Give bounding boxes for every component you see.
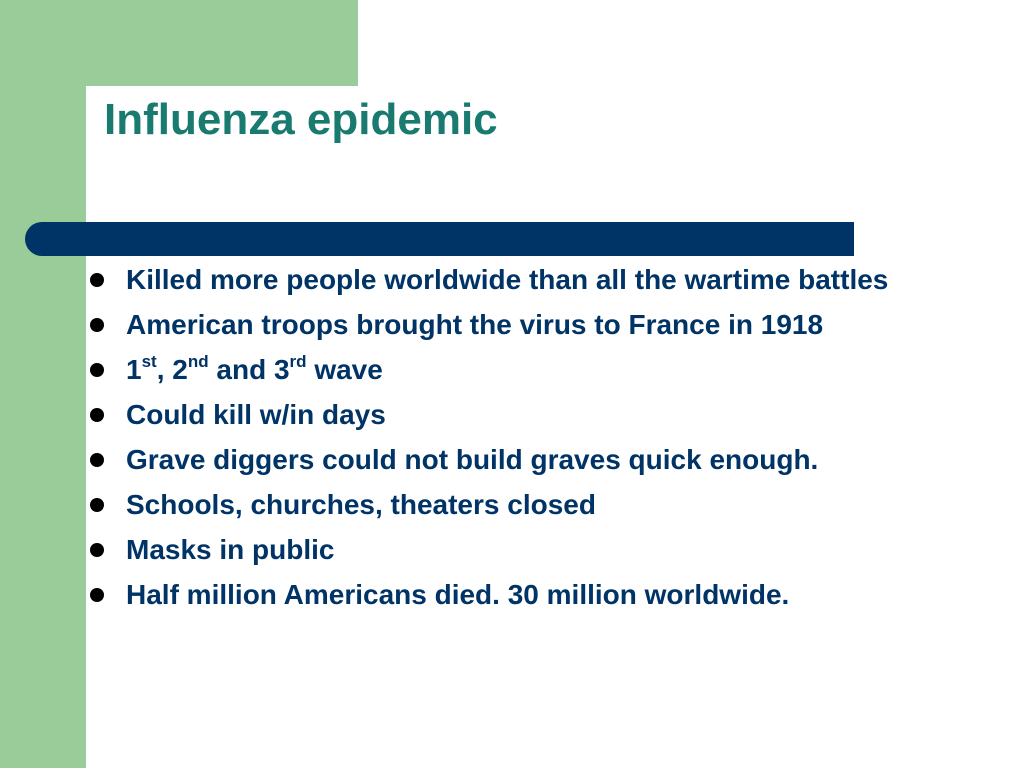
title-divider-bar — [25, 222, 854, 256]
bullet-text — [126, 307, 976, 343]
bullet-item — [86, 397, 976, 433]
bullet-item — [86, 307, 976, 343]
bullet-dot-icon — [90, 588, 104, 602]
bullet-dot-icon — [90, 543, 104, 557]
bullet-text-fragment: and 3 — [208, 354, 290, 385]
bullet-text — [126, 262, 976, 298]
green-top-band — [0, 0, 358, 86]
bullet-text-fragment: Could kill w/in days — [126, 399, 386, 430]
green-sidebar — [0, 0, 86, 768]
bullet-dot-icon — [90, 318, 104, 332]
bullet-text — [126, 352, 976, 388]
bullet-text-fragment: Masks in public — [126, 534, 335, 565]
bullet-text — [126, 532, 976, 568]
bullet-item — [86, 352, 976, 388]
bullet-item — [86, 442, 976, 478]
ordinal-suffix: nd — [187, 351, 209, 371]
bullet-dot-icon — [90, 498, 104, 512]
bullet-text-fragment: Killed more people worldwide than all the wartime battles — [126, 264, 889, 295]
bullet-dot-icon — [90, 408, 104, 422]
bullet-item — [86, 532, 976, 568]
ordinal-suffix: st — [141, 351, 157, 371]
bullet-text-fragment: wave — [306, 354, 383, 385]
bullet-item — [86, 487, 976, 523]
bullet-text-fragment: Half million Americans died. 30 million worldwide. — [126, 579, 790, 610]
bullet-item — [86, 577, 976, 613]
bullet-text-fragment: 1 — [126, 354, 142, 385]
bullet-text-fragment: Grave diggers could not build graves quick enough. — [126, 444, 819, 475]
slide-title: Influenza epidemic — [104, 95, 498, 144]
bullet-text — [126, 577, 976, 613]
bullet-text — [126, 487, 976, 523]
bullet-text-fragment: Schools, churches, theaters closed — [126, 489, 596, 520]
bullet-text — [126, 442, 976, 478]
bullet-dot-icon — [90, 363, 104, 377]
bullet-dot-icon — [90, 273, 104, 287]
bullet-list — [86, 262, 976, 622]
bullet-dot-icon — [90, 453, 104, 467]
bullet-text-fragment: American troops brought the virus to France in 1918 — [126, 309, 824, 340]
ordinal-suffix: rd — [289, 351, 307, 371]
bullet-text-fragment: , 2 — [156, 354, 188, 385]
bullet-text — [126, 397, 976, 433]
bullet-item — [86, 262, 976, 298]
